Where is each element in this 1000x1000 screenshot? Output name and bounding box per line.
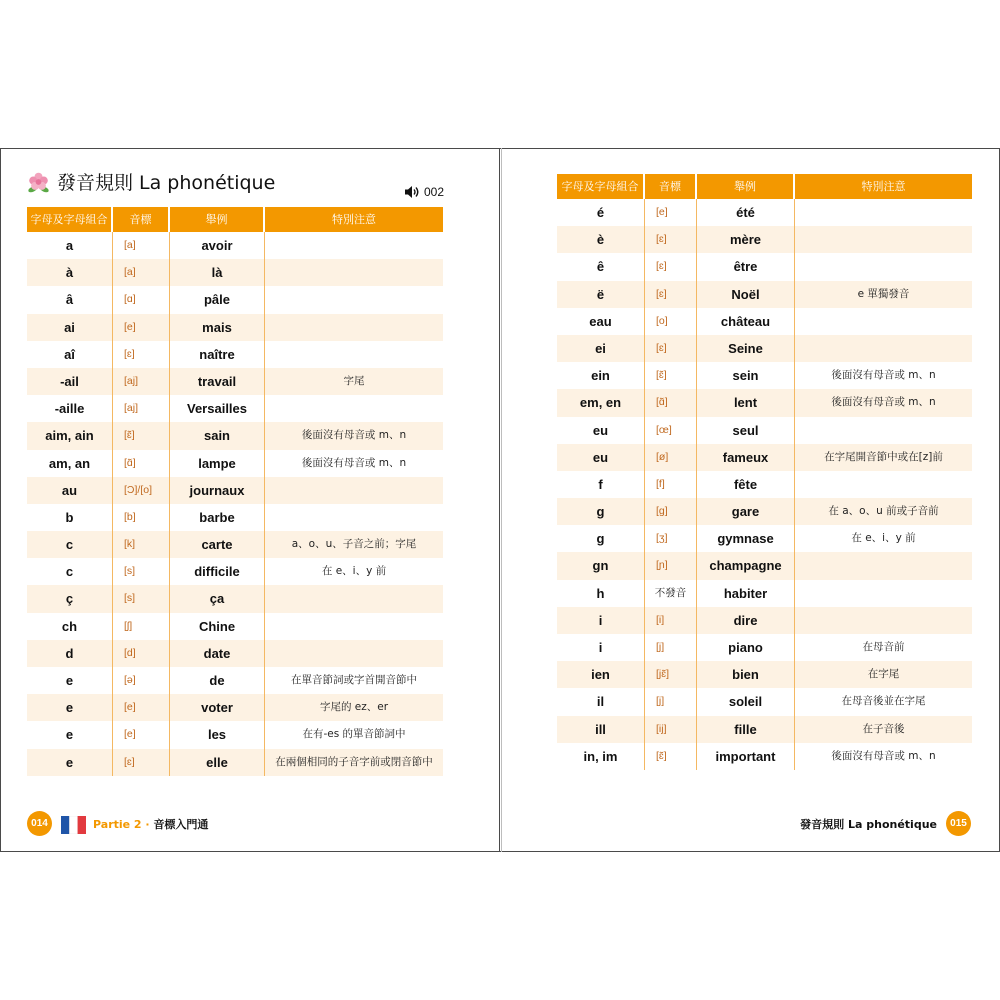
cell-note: 在母音前 <box>862 641 905 653</box>
cell-letters: ill <box>557 716 645 743</box>
cell-example: voter <box>170 694 265 721</box>
speaker-icon <box>404 185 420 199</box>
cell-example: habiter <box>697 580 795 607</box>
phonetics-table-right <box>557 174 972 770</box>
cell-example: date <box>170 640 265 667</box>
cell-letters: e <box>27 749 113 776</box>
cell-note <box>795 471 972 498</box>
cell-ipa: [ɑ] <box>113 286 170 313</box>
table-row <box>557 417 972 444</box>
table-row <box>557 580 972 607</box>
cell-ipa: [ø] <box>645 444 697 471</box>
cell-ipa: [k] <box>113 531 170 558</box>
cell-ipa: [ɑ̃] <box>113 450 170 477</box>
cell-example: sain <box>170 422 265 449</box>
cell-example: Seine <box>697 335 795 362</box>
cell-ipa: [a] <box>113 259 170 286</box>
cell-note <box>795 607 972 634</box>
cell-ipa: [ʃ] <box>113 613 170 640</box>
cell-ipa: [ɑ̃] <box>645 389 697 416</box>
cell-letters: ei <box>557 335 645 362</box>
table-row <box>557 199 972 226</box>
french-flag-icon <box>61 816 86 834</box>
cell-ipa: [j] <box>645 688 697 715</box>
cell-note: 後面沒有母音或 m、n <box>831 396 936 409</box>
table-row <box>27 749 443 776</box>
cell-note <box>265 314 443 341</box>
cell-example: difficile <box>170 558 265 585</box>
table-row <box>557 607 972 634</box>
table-row <box>27 585 443 612</box>
cell-example: fille <box>697 716 795 743</box>
cell-letters: a <box>27 232 113 259</box>
table-row <box>557 498 972 525</box>
cell-example: sein <box>697 362 795 389</box>
cell-letters: eu <box>557 417 645 444</box>
cell-ipa: [o] <box>645 308 697 335</box>
cell-example: lampe <box>170 450 265 477</box>
cell-ipa: [s] <box>113 558 170 585</box>
table-header <box>27 207 443 232</box>
cell-example: champagne <box>697 552 795 579</box>
table-row <box>557 525 972 552</box>
cell-note: e 單獨發音 <box>857 287 910 300</box>
cell-example: naître <box>170 341 265 368</box>
table-row <box>27 613 443 640</box>
cell-example: dire <box>697 607 795 634</box>
table-row <box>27 422 443 449</box>
cell-ipa: [ɛ̃] <box>645 362 697 389</box>
cell-example: travail <box>170 368 265 395</box>
cell-example: lent <box>697 389 795 416</box>
table-row <box>27 341 443 368</box>
cell-note <box>265 585 443 612</box>
header-example: 舉例 <box>170 207 265 232</box>
footer-part: Partie 2 · <box>93 818 154 831</box>
header-note: 特別注意 <box>861 180 906 193</box>
footer-chapter-label <box>93 817 208 833</box>
cell-letters: -ail <box>27 368 113 395</box>
cell-letters: d <box>27 640 113 667</box>
page-number-left: 014 <box>27 811 52 836</box>
table-row <box>557 389 972 416</box>
header-ipa: 音標 <box>645 174 697 199</box>
table-row <box>27 531 443 558</box>
cell-letters: e <box>27 694 113 721</box>
cell-note <box>795 226 972 253</box>
cell-ipa: [ij] <box>645 716 697 743</box>
table-row <box>27 667 443 694</box>
cell-ipa: [s] <box>113 585 170 612</box>
table-header <box>557 174 972 199</box>
cell-note <box>265 232 443 259</box>
cell-example: Noël <box>697 281 795 308</box>
cell-ipa: [d] <box>113 640 170 667</box>
cell-example: bien <box>697 661 795 688</box>
cell-example: journaux <box>170 477 265 504</box>
cell-ipa: [i] <box>645 607 697 634</box>
cell-ipa: [ɛ̃] <box>645 743 697 770</box>
cell-letters: ê <box>557 253 645 280</box>
cell-note: 後面沒有母音或 m、n <box>301 429 407 442</box>
page-gutter <box>499 148 500 852</box>
header-letters: 字母及字母組合 <box>557 174 645 199</box>
cell-example: fameux <box>697 444 795 471</box>
table-row <box>557 308 972 335</box>
cell-note <box>265 504 443 531</box>
cell-letters: ch <box>27 613 113 640</box>
cell-note: 在單音節詞或字首開音節中 <box>291 674 417 686</box>
cell-note <box>795 199 972 226</box>
cell-ipa: [a] <box>113 232 170 259</box>
cell-note: 在子音後 <box>862 722 905 735</box>
cell-note <box>265 259 443 286</box>
cell-letters: eu <box>557 444 645 471</box>
cell-ipa: [œ] <box>645 417 697 444</box>
cell-ipa: [ɛ] <box>645 281 697 308</box>
cell-note <box>795 335 972 362</box>
table-row <box>27 259 443 286</box>
cell-example: être <box>697 253 795 280</box>
cell-letters: em, en <box>557 389 645 416</box>
cell-note: 字尾的 ez、er <box>319 701 389 714</box>
cell-ipa: [ɛ] <box>645 226 697 253</box>
table-row <box>27 450 443 477</box>
cell-ipa: [ɛ] <box>113 341 170 368</box>
header-example: 舉例 <box>697 174 795 199</box>
cell-note: 後面沒有母音或 m、n <box>831 369 936 382</box>
table-row <box>557 362 972 389</box>
table-row <box>27 694 443 721</box>
cell-note <box>265 286 443 313</box>
cell-note <box>795 417 972 444</box>
cell-ipa: [b] <box>113 504 170 531</box>
cell-ipa: [ɛ] <box>113 749 170 776</box>
page-title: 發音規則 La phonétique <box>57 172 276 194</box>
table-row <box>557 716 972 743</box>
cell-note: 在有-es 的單音節詞中 <box>302 728 406 741</box>
cell-example: soleil <box>697 688 795 715</box>
page-gutter-shadow <box>501 148 502 852</box>
audio-track-number: 002 <box>424 185 445 199</box>
table-row <box>557 743 972 770</box>
cell-letters: i <box>557 634 645 661</box>
cell-letters: ein <box>557 362 645 389</box>
cell-letters: g <box>557 525 645 552</box>
cell-note <box>265 341 443 368</box>
cell-note: 後面沒有母音或 m、n <box>831 749 936 762</box>
header-note: 特別注意 <box>332 213 376 226</box>
table-row <box>27 504 443 531</box>
cell-note: 在兩個相同的子音字前或閉音節中 <box>275 755 433 768</box>
cell-example: Chine <box>170 613 265 640</box>
cell-letters: e <box>27 721 113 748</box>
cell-letters: c <box>27 558 113 585</box>
cell-ipa: [ɲ] <box>645 552 697 579</box>
cell-ipa: [jɛ̃] <box>645 661 697 688</box>
cell-ipa: [Ɔ]/[o] <box>113 477 170 504</box>
cell-letters: il <box>557 688 645 715</box>
cell-note <box>795 253 972 280</box>
cell-note: 在字尾 <box>867 668 900 681</box>
cell-example: carte <box>170 531 265 558</box>
cell-example: mais <box>170 314 265 341</box>
cell-note <box>795 580 972 607</box>
cell-letters: f <box>557 471 645 498</box>
table-row <box>557 226 972 253</box>
cell-example: ça <box>170 585 265 612</box>
cell-ipa: [ɛ] <box>645 335 697 362</box>
cell-example: château <box>697 308 795 335</box>
cell-example: été <box>697 199 795 226</box>
table-row <box>27 314 443 341</box>
cell-letters: aim, ain <box>27 422 113 449</box>
cell-ipa: [e] <box>113 721 170 748</box>
cell-letters: h <box>557 580 645 607</box>
cell-letters: ë <box>557 281 645 308</box>
cell-example: gymnase <box>697 525 795 552</box>
cell-letters: i <box>557 607 645 634</box>
cell-ipa: [e] <box>113 314 170 341</box>
cell-note <box>265 640 443 667</box>
cell-ipa: [ʒ] <box>645 525 697 552</box>
table-row <box>27 395 443 422</box>
header-letters: 字母及字母組合 <box>27 207 113 232</box>
cell-example: Versailles <box>170 395 265 422</box>
cell-example: important <box>697 743 795 770</box>
cell-letters: ai <box>27 314 113 341</box>
cell-letters: gn <box>557 552 645 579</box>
cell-note: 後面沒有母音或 m、n <box>301 456 407 469</box>
cell-letters: g <box>557 498 645 525</box>
cell-ipa: [ə] <box>113 667 170 694</box>
table-row <box>27 558 443 585</box>
cell-letters: b <box>27 504 113 531</box>
table-row <box>557 634 972 661</box>
table-row <box>557 253 972 280</box>
cell-letters: e <box>27 667 113 694</box>
cell-example: de <box>170 667 265 694</box>
cell-note <box>265 613 443 640</box>
cell-ipa: [e] <box>113 694 170 721</box>
cell-example: barbe <box>170 504 265 531</box>
cell-example: seul <box>697 417 795 444</box>
table-row <box>27 640 443 667</box>
table-row <box>557 335 972 362</box>
cell-letters: am, an <box>27 450 113 477</box>
cell-ipa: [ɛ] <box>645 253 697 280</box>
cell-ipa: [j] <box>645 634 697 661</box>
cell-ipa: [aj] <box>113 368 170 395</box>
cell-note: 在 e、i、y 前 <box>851 532 916 545</box>
cell-example: pâle <box>170 286 265 313</box>
table-row <box>557 471 972 498</box>
header-ipa: 音標 <box>113 207 170 232</box>
footer-book-title: 發音規則 La phonétique <box>800 818 937 831</box>
phonetics-table-left <box>27 207 443 776</box>
cell-ipa: 不發音 <box>645 580 697 607</box>
cell-note: 在 e、i、y 前 <box>321 565 387 578</box>
cell-note: 在字尾開音節中或在[z]前 <box>824 450 943 463</box>
table-row <box>557 661 972 688</box>
cell-example: mère <box>697 226 795 253</box>
cell-letters: ien <box>557 661 645 688</box>
cell-letters: ç <box>27 585 113 612</box>
cell-letters: é <box>557 199 645 226</box>
table-row <box>27 286 443 313</box>
table-row <box>557 688 972 715</box>
cell-letters: -aille <box>27 395 113 422</box>
cell-letters: è <box>557 226 645 253</box>
cell-note: a、o、u、子音之前；字尾 <box>291 538 417 551</box>
cell-letters: au <box>27 477 113 504</box>
cell-letters: eau <box>557 308 645 335</box>
cell-example: gare <box>697 498 795 525</box>
cell-note <box>265 477 443 504</box>
cell-letters: in, im <box>557 743 645 770</box>
cell-example: là <box>170 259 265 286</box>
table-row <box>557 552 972 579</box>
cell-ipa: [aj] <box>113 395 170 422</box>
cell-letters: â <box>27 286 113 313</box>
cell-note <box>265 395 443 422</box>
cell-letters: c <box>27 531 113 558</box>
table-row <box>557 281 972 308</box>
cell-note <box>795 552 972 579</box>
cell-note: 在母音後並在字尾 <box>841 695 926 708</box>
cell-example: elle <box>170 749 265 776</box>
cell-ipa: [ɛ̃] <box>113 422 170 449</box>
table-row <box>27 232 443 259</box>
table-row <box>557 444 972 471</box>
table-row <box>27 721 443 748</box>
cell-example: avoir <box>170 232 265 259</box>
cell-ipa: [e] <box>645 199 697 226</box>
footer-section: 音標入門通 <box>153 818 209 831</box>
cell-example: fête <box>697 471 795 498</box>
page-number-right: 015 <box>946 811 971 836</box>
cell-note: 字尾 <box>343 374 365 387</box>
cell-ipa: [f] <box>645 471 697 498</box>
cell-ipa: [g] <box>645 498 697 525</box>
cell-letters: aî <box>27 341 113 368</box>
cell-note <box>795 308 972 335</box>
flower-icon <box>27 171 50 194</box>
cell-note: 在 a、o、u 前或子音前 <box>828 505 939 518</box>
cell-example: les <box>170 721 265 748</box>
table-row <box>27 368 443 395</box>
table-row <box>27 477 443 504</box>
cell-example: piano <box>697 634 795 661</box>
cell-letters: à <box>27 259 113 286</box>
